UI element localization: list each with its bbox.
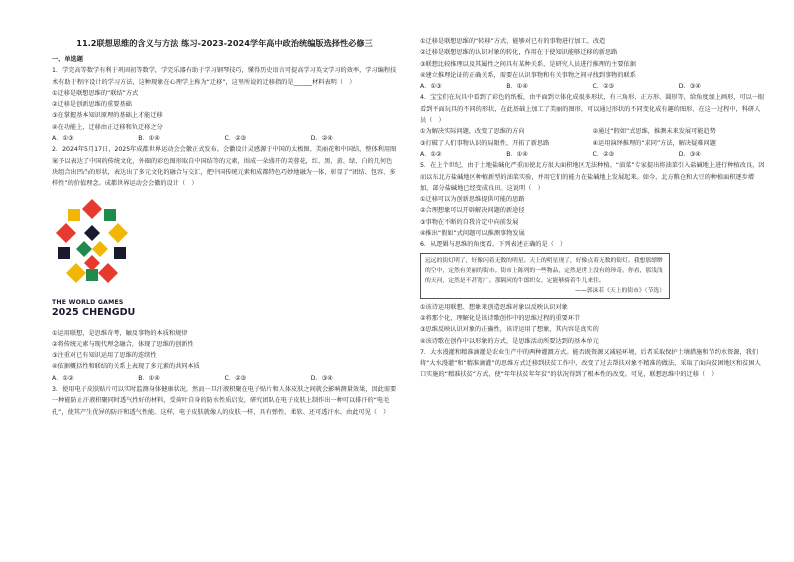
q4-choice-b: B．①④ <box>506 150 528 158</box>
q2-option-3: ③注重对已有知识运用了思维的连续性 <box>52 352 157 360</box>
q1-option-4: ④在功能上，迁移由正迁移和负迁移之分 <box>52 123 163 131</box>
q1-option-3: ③在掌握基本知识原理的基础上才能迁移 <box>52 112 163 120</box>
q2-option-1: ①运用联想，是思维奇考，触及事物的本质和规律 <box>52 329 188 337</box>
logo-line-2: 2025 CHENGDU <box>52 306 136 318</box>
world-games-emblem-icon <box>52 193 132 293</box>
right-column <box>420 36 765 381</box>
q3-choices <box>420 81 765 92</box>
q2-choice-c: C．②③ <box>224 374 247 382</box>
q6-option-4: ④该诗歌在创作中以形象的方式，是思维活动所要达到的基本单元 <box>420 337 599 345</box>
q1-choices <box>52 133 397 144</box>
logo-line-1: THE WORLD GAMES <box>52 298 124 306</box>
question-6-text: 6．从逻辑与思维的角度看，下列表述正确的是（ ） <box>420 241 567 249</box>
question-4-text: 4．宝宝们在玩具中看到了彩色的纸板，由平面到立体化成很多形状，有三角形、正方形、圆形等，给角度加上画形，可以一眼看到平面玩具的不同的形状，在此基础上加工了美丽的图形，可以通过形状的不同变化成有趣的图形，在这一过程中，科研人员（ ） <box>420 94 765 125</box>
q4-option-4: ④运用演绎推理的“求同”方法，解决疑难问题 <box>592 139 716 147</box>
q2-option-2: ②将传统元素与现代理念融合，体现了思维的创新性 <box>52 340 194 348</box>
q1-choice-a: A．①③ <box>52 135 74 143</box>
q4-choices <box>420 149 765 160</box>
poem-text: 远远的街灯明了，好像闪着无数的明星。天上的明星现了，好像点着无数的街灯。我想那缥缈的空中，定然有美丽的街市。街市上陈列的一些物品，定然是世上没有的珍奇。你看，那浅浅的天河，定然是不甚宽广。那隔河的牛郎织女，定能够骑着牛儿来往。 <box>425 257 663 284</box>
q4-option-1: ①为解决实际问题，改变了思维的方向 <box>420 128 525 136</box>
q4-choice-c: C．②③ <box>592 150 615 158</box>
left-column <box>52 36 397 418</box>
question-2-text: 2．2024年5月17日，2025年成都世界运动会会徽正式发布。会徽设计灵感源于中国的太极图、美丽花和中国结，整体利用图案予以表达了中国的传统文化，外圈的彩色图形取自中国结等的元素，围成一朵盛开的芙蓉花，红、黑、黄、绿、白的几何色块组合出凹凸的形状，表达出了多元文化的融合与交汇，把中国传统元素和成都特色巧妙地融为一体，彰显了“团结、包容、多样性”的价值理念。成都世界运动会会徽的设计（ ） <box>52 146 397 188</box>
question-7-text: 7．大水漫灌和精准滴灌是农业生产中的两种灌溉方式。能否既资源又减轻环境，后者采取保护土壤措施和节约水资源，我们将“大水漫灌”和“精准滴灌”的思维方式迁移到扶贫工作中，改变了过去帮扶对象不精准的做法，采取了面向贫困地区和贫困人口实施的“精准扶贫”方式，使“年年扶贫年年贫”的状况得到了根本性的改变。可见，联想思维中的迁移（ ） <box>420 348 761 379</box>
q4-options-row-1 <box>420 126 765 137</box>
q1-choice-c: C．②③ <box>224 135 247 143</box>
q6-option-3: ③思维反映认识对象的正确性，该诗运用了想象，其内容是真实的 <box>420 326 599 334</box>
q2-option-4: ④依据概括性和联结的关系上表现了多元素的共同本质 <box>52 363 200 371</box>
q3-option-3: ③联想比较推理以及其属性之间具有某种关系，是研究人员进行推理的主要依据 <box>420 60 636 68</box>
q3-option-4: ④建立推理论证的正确关系，需要在认识事物和有关事物之间寻找到事物的联系 <box>420 71 636 79</box>
q4-option-2: ②通过“假如”式思维，推测未来发展可能趋势 <box>592 128 716 136</box>
q3-choice-b: B．①④ <box>506 83 528 91</box>
question-5-text: 5．在上个世纪，由于土地盐碱化严重而使北方很大面积地区无法种植。“油菜”专家提出将油菜引入盐碱地上进行种植改良，因而以东北方盐碱地区种植新型的油菜实验，并用它们的能力在盐碱地上发展起来。如今，北方粮仓和大豆的种植面积逐步增加，部分盐碱地已经变成良田。这说明（ ） <box>420 162 765 192</box>
q5-option-4: ④推出“假如”式问题可以推测事物发展 <box>420 230 525 238</box>
q2-choice-b: B．①④ <box>138 374 160 382</box>
q2-choices <box>52 373 397 384</box>
q1-choice-d: D．②④ <box>310 135 333 143</box>
q3-choice-c: C．②③ <box>592 83 615 91</box>
q3-choice-a: A．①③ <box>420 83 442 91</box>
q1-option-1: ①迁移是联想思维的“联结”方式 <box>52 89 139 97</box>
q3-option-2: ②迁移是联想思维的认识对象的转化，作用在于使知识能够迁移的新思路 <box>420 49 618 57</box>
q4-choice-a: A．①② <box>420 150 442 158</box>
q2-choice-d: D．③④ <box>310 374 333 382</box>
q5-option-2: ②合理想象可以开辟解决问题的新途径 <box>420 207 525 215</box>
q3-option-1: ①迁移是联想思维的“转移”方式，能够对已有的事物进行加工、改造 <box>420 38 606 45</box>
q4-option-3: ③打破了人们事物认识的局限性，开拓了新思路 <box>420 139 550 147</box>
poem-source: ——郭沫若《天上的街市》（节选） <box>575 287 665 294</box>
document-title: 11.2联想思维的含义与方法 练习-2023-2024学年高中政治统编版选择性必修三 <box>76 38 373 48</box>
question-1-text: 1．学完高等数学有利于巩固初等数学，学完乐器有助于学习钢琴技巧，懂得历史语言可提高学习英文学习的效率，学习编程技术有助于程序设计的学习方法，这种现象在心理学上称为“迁移”，这里所说的迁移指的是______材料表明（ ） <box>52 67 397 86</box>
q3-choice-d: D．③④ <box>678 83 701 91</box>
world-games-logo <box>52 193 136 325</box>
q2-choice-a: A．①② <box>52 374 74 382</box>
q5-option-1: ①迁移可以为创新思维提供可能的思路 <box>420 196 525 204</box>
question-3-text: 3．使用电子皮肤贴片可以实时监测身体健康状况，然而一旦汗液积聚在电子贴片和人体皮肤之间就会影响测量效果，因此需要一种能防止汗液积聚同时透气性好的材料，受荷叶自身的防水性质启发，研究团队在电子皮肤上制作出一种可以排汗的“电毛孔”，使其产生优异的防汗和透气性能。这样，电子皮肤就像人的皮肤一样，具有弹性、柔软、还可透汗水。由此可见（ ） <box>52 386 397 416</box>
q1-choice-b: B．①④ <box>138 135 160 143</box>
q6-option-2: ②将那个化，理解化是该诗歌创作中的思维过程的重要环节 <box>420 314 581 322</box>
q5-option-3: ③事物在不断的自我肯定中向前发展 <box>420 218 519 226</box>
q1-option-2: ②迁移是创新思维的重要基础 <box>52 101 132 109</box>
q4-options-row-2 <box>420 138 765 149</box>
poem-box <box>420 253 670 299</box>
section-heading: 一、单选题 <box>52 56 83 63</box>
q6-option-1: ①该诗运用联想、想象来创造思维对象以反映认识对象 <box>420 303 568 311</box>
q4-choice-d: D．③④ <box>678 150 701 158</box>
